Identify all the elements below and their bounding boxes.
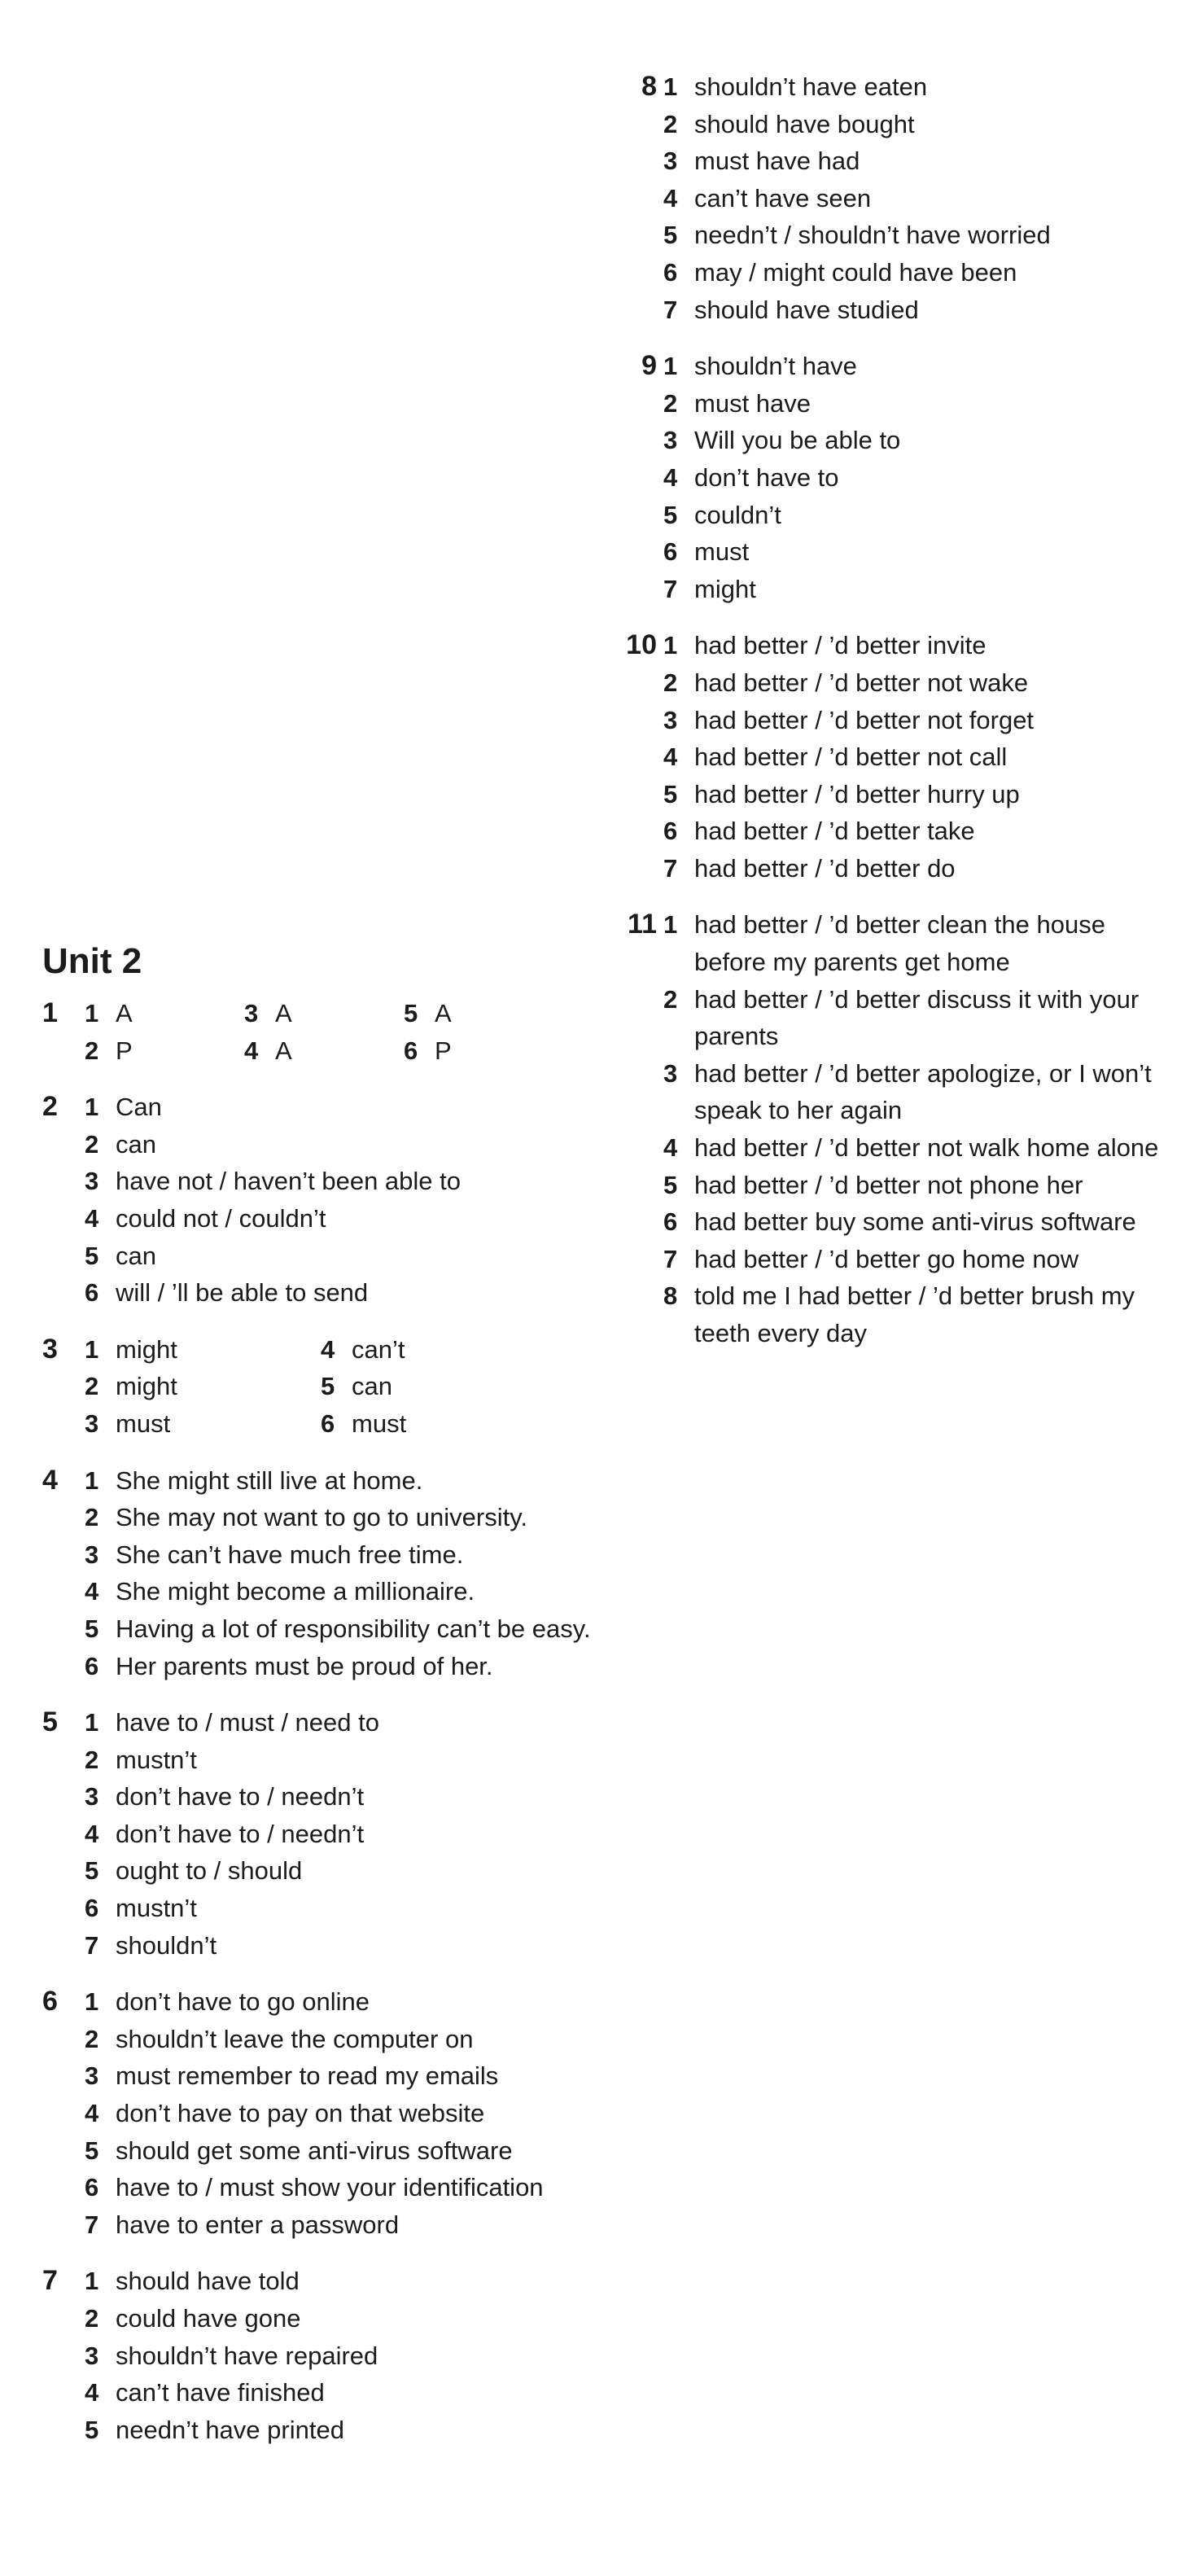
item-text: don’t have to / needn’t: [116, 1782, 365, 1812]
item-number: 1: [85, 1465, 99, 1495]
item-text: can: [116, 1241, 156, 1270]
item-number: 1: [663, 72, 678, 101]
item-text: had better / ’d better not forget: [694, 705, 1035, 734]
answer-item: [663, 459, 1168, 497]
right-column: [598, 68, 1168, 1372]
item-text: shouldn’t have: [694, 352, 857, 381]
item-text: Her parents must be proud of her.: [116, 1651, 493, 1680]
answer-item: [663, 106, 1168, 143]
item-text: had better / ’d better take: [694, 817, 975, 846]
exercise-9: [598, 348, 1168, 607]
answer-item: [663, 738, 1168, 776]
answer-item: [85, 1238, 596, 1275]
answer-item: [85, 1573, 596, 1610]
item-number: 6: [663, 257, 678, 287]
item-number: 4: [85, 2099, 99, 2128]
exercise-7: [42, 2263, 596, 2448]
item-number: 6: [85, 1278, 99, 1308]
item-number: 2: [663, 984, 678, 1014]
item-number: 4: [85, 1577, 99, 1606]
item-text: don’t have to: [694, 462, 839, 492]
answer-item: [85, 1778, 596, 1816]
item-text: could have gone: [116, 2304, 301, 2333]
item-number: 4: [85, 1819, 99, 1848]
item-text: might: [116, 1334, 177, 1364]
exercise-number: 7: [42, 2265, 58, 2297]
answer-item: [663, 1055, 1168, 1129]
item-text: can’t have seen: [694, 183, 872, 212]
answer-item: [244, 995, 404, 1032]
item-number: 4: [321, 1334, 335, 1364]
exercise-number: 3: [42, 1333, 58, 1365]
answer-item: [663, 850, 1168, 887]
item-number: 3: [85, 2341, 99, 2370]
item-text: had better / ’d better not wake: [694, 668, 1029, 697]
exercise-number: 11: [628, 909, 657, 940]
item-text: must have had: [694, 147, 860, 176]
answer-item: [663, 142, 1168, 180]
item-number: 2: [85, 1503, 99, 1532]
answer-item: [321, 1331, 557, 1369]
item-number: 4: [663, 743, 678, 772]
answer-item: [85, 1927, 596, 1965]
item-number: 2: [85, 1372, 99, 1401]
answer-item: [85, 2263, 596, 2300]
item-text: Having a lot of responsibility can’t be easy.: [116, 1614, 591, 1643]
answer-item: [85, 1368, 321, 1405]
answer-item: [85, 1648, 596, 1685]
item-text: couldn’t: [694, 500, 781, 529]
answer-item: [663, 533, 1168, 571]
answer-item: [321, 1368, 557, 1405]
item-number: 7: [663, 853, 678, 883]
item-number: 1: [663, 631, 678, 660]
item-text: ought to / should: [116, 1856, 303, 1886]
item-text: had better / ’d better not phone her: [694, 1170, 1083, 1199]
item-text: should have bought: [694, 109, 915, 138]
answer-item: [85, 2412, 596, 2449]
item-number: 6: [404, 1036, 418, 1065]
answer-list: [663, 627, 1168, 887]
answer-item: [85, 2169, 596, 2206]
answer-item: [663, 906, 1168, 980]
answer-list: [85, 1704, 596, 1964]
right-exercise-list: [598, 68, 1168, 1352]
item-text: She might still live at home.: [116, 1465, 423, 1495]
item-text: had better / ’d better clean the house before my parents get home: [694, 910, 1105, 977]
exercise-number: 1: [42, 997, 58, 1028]
answer-item: [85, 1983, 596, 2021]
item-text: A: [275, 999, 292, 1027]
answer-list: [85, 2263, 596, 2448]
item-number: 6: [85, 1894, 99, 1923]
item-number: 7: [663, 1244, 678, 1273]
item-text: had better / ’d better go home now: [694, 1244, 1079, 1273]
answer-item: [663, 385, 1168, 423]
answer-item: [85, 1704, 596, 1741]
answer-item: [663, 627, 1168, 664]
item-text: shouldn’t have repaired: [116, 2341, 378, 2370]
item-number: 1: [663, 910, 678, 940]
answer-item: [663, 664, 1168, 702]
answer-item: [663, 1167, 1168, 1204]
item-number: 1: [85, 1708, 99, 1737]
item-text: must: [694, 537, 750, 567]
item-text: might: [694, 574, 756, 603]
answer-item: [663, 291, 1168, 329]
exercise-1: [42, 995, 596, 1069]
item-number: 1: [85, 999, 99, 1027]
item-number: 5: [663, 1170, 678, 1199]
answer-item: [85, 1405, 321, 1443]
item-text: A: [435, 999, 452, 1027]
item-text: must: [352, 1408, 407, 1438]
item-text: will / ’ll be able to send: [116, 1278, 369, 1308]
answer-item: [663, 254, 1168, 291]
item-number: 3: [85, 1782, 99, 1812]
exercise-8: [598, 68, 1168, 328]
item-number: 8: [663, 1281, 678, 1311]
answer-item: [85, 2206, 596, 2244]
item-text: should have told: [116, 2267, 300, 2296]
exercise-number: 8: [641, 71, 657, 102]
item-text: mustn’t: [116, 1894, 197, 1923]
item-text: don’t have to pay on that website: [116, 2099, 485, 2128]
answer-item: [663, 571, 1168, 608]
item-number: 2: [663, 388, 678, 418]
item-number: 1: [663, 352, 678, 381]
answer-item: [85, 995, 244, 1032]
answer-list: [85, 1462, 596, 1685]
answer-item: [663, 180, 1168, 217]
item-text: Will you be able to: [694, 426, 901, 455]
answer-item: [404, 1032, 563, 1070]
item-text: needn’t / shouldn’t have worried: [694, 221, 1051, 250]
item-number: 3: [663, 147, 678, 176]
item-number: 5: [663, 221, 678, 250]
exercise-10: [598, 627, 1168, 887]
item-number: 4: [85, 2378, 99, 2407]
exercise-5: [42, 1704, 596, 1964]
item-number: 1: [85, 1334, 99, 1364]
answer-item: [663, 217, 1168, 254]
item-text: might: [116, 1372, 177, 1401]
left-column: [42, 936, 596, 2468]
item-text: had better / ’d better apologize, or I won’t speak to her again: [694, 1058, 1152, 1125]
item-number: 5: [321, 1372, 335, 1401]
answer-item: [85, 1274, 596, 1312]
item-text: told me I had better / ’d better brush my teeth every day: [694, 1281, 1135, 1347]
item-number: 1: [85, 2267, 99, 2296]
item-number: 2: [85, 1129, 99, 1159]
item-text: can: [116, 1129, 156, 1159]
item-text: have to / must show your identification: [116, 2173, 544, 2202]
item-number: 6: [663, 817, 678, 846]
exercise-4: [42, 1462, 596, 1685]
item-number: 4: [244, 1036, 259, 1065]
answer-item: [85, 2132, 596, 2170]
answer-item: [85, 1536, 596, 1574]
item-text: had better / ’d better invite: [694, 631, 986, 660]
item-number: 3: [85, 1167, 99, 1196]
answer-item: [663, 1203, 1168, 1241]
item-number: 2: [85, 1745, 99, 1774]
item-number: 7: [663, 295, 678, 324]
exercise-number: 6: [42, 1986, 58, 2017]
item-number: 6: [321, 1408, 335, 1438]
item-number: 1: [85, 1093, 99, 1122]
item-number: 4: [663, 462, 678, 492]
item-text: must: [116, 1408, 171, 1438]
item-number: 6: [663, 1207, 678, 1237]
item-number: 2: [663, 109, 678, 138]
item-text: don’t have to / needn’t: [116, 1819, 365, 1848]
item-number: 3: [663, 426, 678, 455]
item-number: 5: [85, 2415, 99, 2444]
answer-item: [85, 1200, 596, 1238]
item-number: 1: [85, 1987, 99, 2017]
answer-grid: [85, 1331, 596, 1443]
item-text: had better / ’d better hurry up: [694, 779, 1020, 808]
item-text: have not / haven’t been able to: [116, 1167, 461, 1196]
item-text: needn’t have printed: [116, 2415, 344, 2444]
item-text: shouldn’t: [116, 1930, 217, 1960]
answer-item: [85, 1126, 596, 1163]
answer-item: [321, 1405, 557, 1443]
answer-item: [663, 68, 1168, 106]
item-text: had better / ’d better discuss it with your parents: [694, 984, 1140, 1051]
answer-item: [85, 1499, 596, 1536]
answer-list: [85, 1983, 596, 2243]
item-text: She may not want to go to university.: [116, 1503, 528, 1532]
exercise-2: [42, 1089, 596, 1312]
item-number: 7: [85, 1930, 99, 1960]
answer-item: [85, 2095, 596, 2132]
answer-item: [85, 2057, 596, 2095]
item-number: 5: [404, 999, 418, 1027]
answer-item: [663, 813, 1168, 850]
answer-item: [663, 422, 1168, 459]
item-text: She can’t have much free time.: [116, 1540, 464, 1569]
item-text: could not / couldn’t: [116, 1203, 326, 1233]
item-text: P: [435, 1036, 452, 1065]
answer-item: [85, 1852, 596, 1890]
item-number: 2: [85, 1036, 99, 1065]
exercise-number: 9: [641, 350, 657, 382]
item-number: 6: [85, 1651, 99, 1680]
answer-item: [85, 1890, 596, 1927]
item-number: 5: [663, 779, 678, 808]
item-number: 2: [663, 668, 678, 697]
exercise-number: 2: [42, 1091, 58, 1123]
exercise-number: 10: [626, 629, 657, 661]
item-text: can: [352, 1372, 392, 1401]
answer-item: [663, 497, 1168, 534]
answer-item: [663, 1241, 1168, 1278]
answer-item: [663, 348, 1168, 385]
answer-item: [663, 702, 1168, 739]
left-exercise-list: [42, 995, 596, 2448]
exercise-11: [598, 906, 1168, 1352]
answer-item: [244, 1032, 404, 1070]
item-number: 5: [85, 1241, 99, 1270]
answer-item: [85, 1331, 321, 1369]
item-text: must have: [694, 388, 811, 418]
item-number: 2: [85, 2024, 99, 2053]
item-number: 7: [85, 2210, 99, 2239]
answer-item: [85, 1032, 244, 1070]
exercise-number: 5: [42, 1706, 58, 1738]
exercise-number: 4: [42, 1464, 58, 1496]
unit-title: Unit 2: [42, 941, 142, 981]
item-text: may / might could have been: [694, 257, 1017, 287]
item-text: should have studied: [694, 295, 919, 324]
item-number: 3: [663, 705, 678, 734]
answer-item: [663, 981, 1168, 1055]
item-text: P: [116, 1036, 133, 1065]
item-text: had better / ’d better not walk home alone: [694, 1133, 1159, 1163]
answer-item: [663, 776, 1168, 813]
answer-item: [85, 1741, 596, 1779]
item-text: had better / ’d better not call: [694, 743, 1008, 772]
answer-list: [85, 1089, 596, 1312]
item-text: can’t: [352, 1334, 405, 1364]
item-text: can’t have finished: [116, 2378, 325, 2407]
item-text: Can: [116, 1093, 162, 1122]
answer-grid: [85, 995, 596, 1069]
item-number: 4: [85, 1203, 99, 1233]
item-number: 5: [663, 500, 678, 529]
item-number: 5: [85, 1856, 99, 1886]
answer-item: [663, 1277, 1168, 1352]
answer-item: [85, 1610, 596, 1648]
item-text: have to enter a password: [116, 2210, 400, 2239]
exercise-3: [42, 1331, 596, 1443]
item-text: have to / must / need to: [116, 1708, 379, 1737]
item-text: must remember to read my emails: [116, 2061, 499, 2091]
answer-item: [663, 1129, 1168, 1167]
item-number: 3: [663, 1058, 678, 1088]
item-number: 3: [85, 1408, 99, 1438]
item-number: 2: [85, 2304, 99, 2333]
answer-item: [85, 2374, 596, 2412]
item-text: had better / ’d better do: [694, 853, 956, 883]
answer-item: [85, 2300, 596, 2337]
item-text: mustn’t: [116, 1745, 197, 1774]
exercise-6: [42, 1983, 596, 2243]
item-text: shouldn’t leave the computer on: [116, 2024, 474, 2053]
item-number: 3: [85, 1540, 99, 1569]
item-number: 3: [244, 999, 259, 1027]
item-text: A: [275, 1036, 292, 1065]
item-number: 6: [85, 2173, 99, 2202]
answer-item: [85, 1462, 596, 1500]
item-number: 5: [85, 2136, 99, 2165]
answer-list: [663, 68, 1168, 328]
answer-list: [663, 348, 1168, 607]
item-text: had better buy some anti-virus software: [694, 1207, 1136, 1237]
item-text: shouldn’t have eaten: [694, 72, 928, 101]
answer-list: [663, 906, 1168, 1352]
answer-item: [85, 1163, 596, 1200]
item-number: 4: [663, 183, 678, 212]
item-text: don’t have to go online: [116, 1987, 370, 2017]
item-number: 5: [85, 1614, 99, 1643]
item-number: 3: [85, 2061, 99, 2091]
answer-item: [85, 1089, 596, 1126]
item-text: A: [116, 999, 133, 1027]
item-number: 6: [663, 537, 678, 567]
item-number: 4: [663, 1133, 678, 1163]
item-number: 7: [663, 574, 678, 603]
answer-item: [404, 995, 563, 1032]
item-text: She might become a millionaire.: [116, 1577, 475, 1606]
answer-item: [85, 2021, 596, 2058]
answer-item: [85, 2337, 596, 2375]
answer-item: [85, 1816, 596, 1853]
item-text: should get some anti-virus software: [116, 2136, 513, 2165]
